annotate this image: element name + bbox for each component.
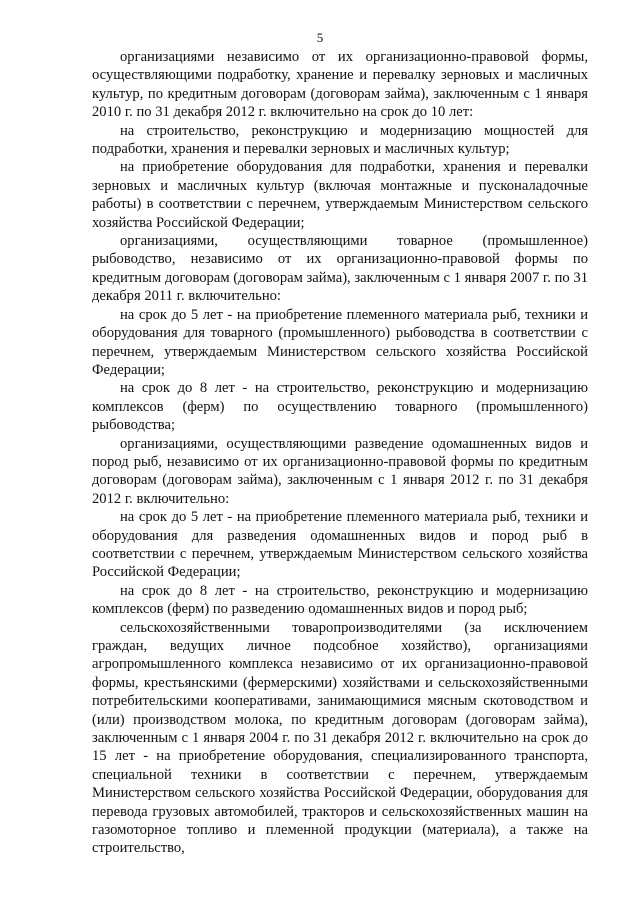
paragraph: на срок до 5 лет - на приобретение племенного материала рыб, техники и оборудования для разведения одомашненных видов и пород рыб в соответствии с перечнем, утверждаемым Министерством сельского хозяйства Российской Федерации; — [92, 509, 588, 581]
paragraph: на срок до 5 лет - на приобретение племенного материала рыб, техники и оборудования для товарного (промышленного) рыбоводства в соответствии с перечнем, утверждаемым Министерством сельского хозяйства Российской Федерации; — [92, 306, 588, 378]
paragraph: сельскохозяйственными товаропроизводителями (за исключением граждан, ведущих личное подсобное хозяйство), организациями агропромышленного комплекса независимо от их организационно-правовой формы, крестьянскими (фермерскими) хозяйствами и сельскохозяйственными потребительскими кооперативами, занимающимися мясным скотоводством и (или) производством молока, по кредитным договорам (договорам займа), заключенным с 1 января 2004 г. по 31 декабря 2012 г. включительно на срок до 15 лет - на приобретение оборудования, специализированного транспорта, специальной техники в соответствии с перечнем, утверждаемым Министерством сельского хозяйства Российской Федерации, оборудования для перевода грузовых автомобилей, тракторов и сельскохозяйственных машин на газомоторное топливо и племенной продукции (материала), а также на строительство, — [92, 619, 588, 857]
document-body — [92, 48, 588, 858]
paragraph: на срок до 8 лет - на строительство, реконструкцию и модернизацию комплексов (ферм) по разведению одомашненных видов и пород рыб; — [92, 582, 588, 618]
paragraph: организациями, осуществляющими разведение одомашненных видов и пород рыб, независимо от их организационно-правовой формы по кредитным договорам (договорам займа), заключенным с 1 января 2012 г. по 31 декабря 2012 г. включительно: — [92, 435, 588, 507]
paragraph: на строительство, реконструкцию и модернизацию мощностей для подработки, хранения и перевалки зерновых и масличных культур; — [92, 122, 588, 158]
paragraph: организациями независимо от их организационно-правовой формы, осуществляющими подработку, хранение и перевалку зерновых и масличных культур, по кредитным договорам (договорам займа), заключенным с 1 января 2010 г. по 31 декабря 2012 г. включительно на срок до 10 лет: — [92, 49, 588, 121]
paragraph: на приобретение оборудования для подработки, хранения и перевалки зерновых и масличных культур (включая монтажные и пусконаладочные работы) в соответствии с перечнем, утверждаемым Министерством сельского хозяйства Российской Федерации; — [92, 159, 588, 231]
paragraph: на срок до 8 лет - на строительство, реконструкцию и модернизацию комплексов (ферм) по осуществлению товарного (промышленного) рыбоводства; — [92, 380, 588, 434]
paragraph: организациями, осуществляющими товарное (промышленное) рыбоводство, независимо от их организационно-правовой формы по кредитным договорам (договорам займа), заключенным с 1 января 2007 г. по 31 декабря 2011 г. включительно: — [92, 233, 588, 305]
page-number: 5 — [316, 30, 324, 45]
